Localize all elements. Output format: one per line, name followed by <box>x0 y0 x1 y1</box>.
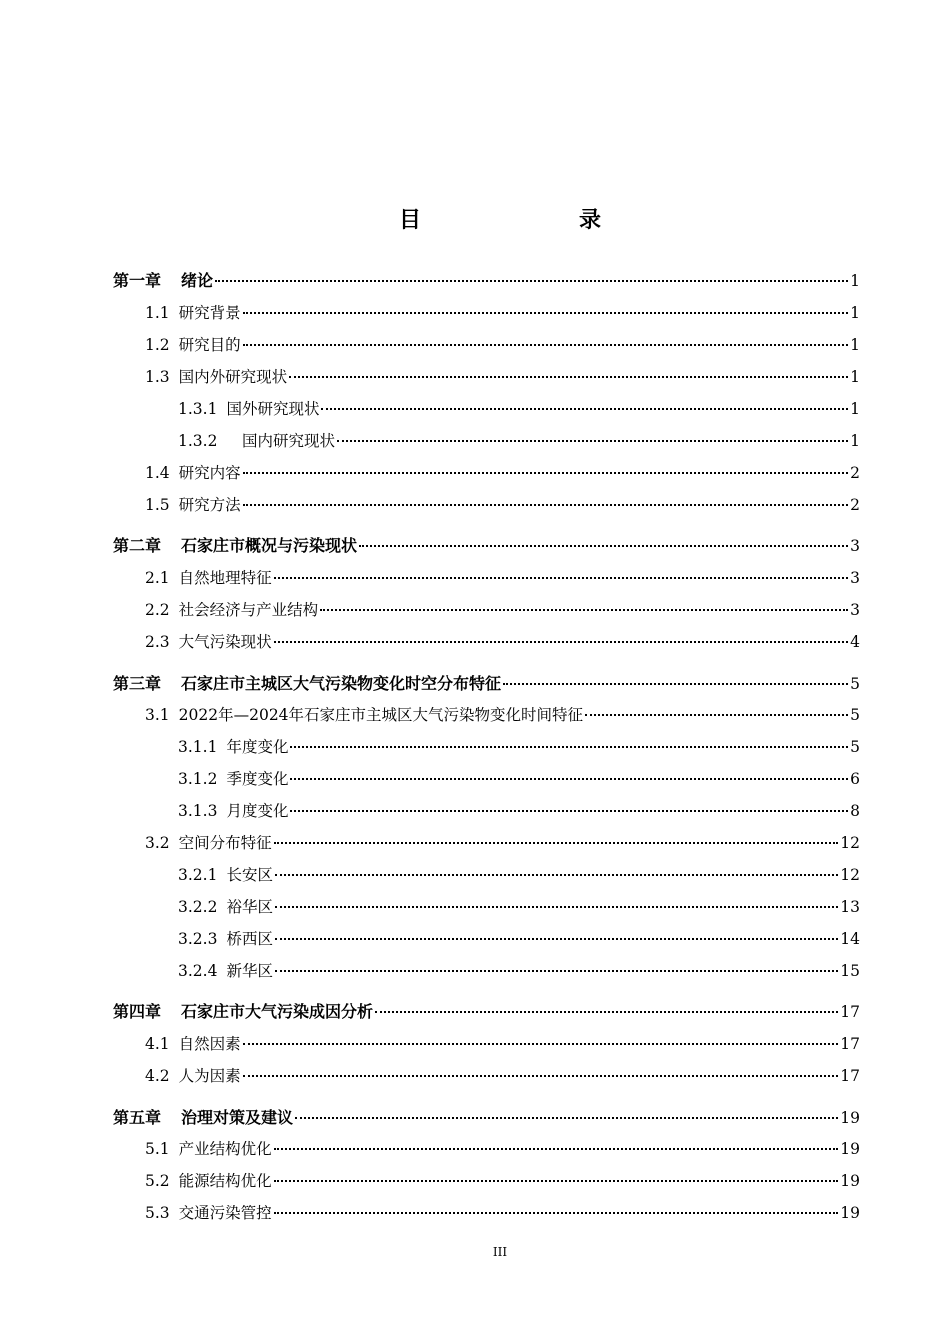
toc-entry-4-2[interactable] <box>145 1064 860 1088</box>
toc-entry-page: 3 <box>850 569 860 587</box>
toc-entry-page: 15 <box>840 962 860 980</box>
dot-leader <box>503 683 848 685</box>
toc-entry-number: 1.3.2 <box>178 432 218 450</box>
toc-entry-chapter-5[interactable] <box>113 1106 860 1130</box>
toc-entry-page: 14 <box>840 930 860 948</box>
toc-entry-text: 国内外研究现状 <box>178 368 288 386</box>
toc-entry-3-2-1[interactable] <box>178 863 860 887</box>
toc-entry-page: 1 <box>850 272 860 290</box>
toc-entry-page: 17 <box>840 1035 860 1053</box>
dot-leader <box>274 1180 839 1182</box>
toc-entry-number: 4.2 <box>145 1067 170 1085</box>
toc-entry-text: 产业结构优化 <box>178 1140 272 1158</box>
toc-entry-text: 研究内容 <box>178 464 241 482</box>
toc-entry-chapter-1[interactable] <box>113 269 860 293</box>
toc-entry-text: 长安区 <box>226 866 273 884</box>
toc-entry-number: 1.3 <box>145 368 170 386</box>
toc-entry-page: 1 <box>850 368 860 386</box>
toc-entry-text: 自然地理特征 <box>178 569 272 587</box>
toc-entry-page: 13 <box>840 898 860 916</box>
toc-entry-page: 6 <box>850 770 860 788</box>
toc-entry-number: 5.2 <box>145 1172 170 1190</box>
dot-leader <box>274 1148 839 1150</box>
dot-leader <box>275 906 838 908</box>
toc-entry-text: 国外研究现状 <box>226 400 320 418</box>
toc-entry-text: 裕华区 <box>226 898 273 916</box>
toc-entry-page: 8 <box>850 802 860 820</box>
toc-entry-5-3[interactable] <box>145 1201 860 1225</box>
toc-entry-number: 3.1 <box>145 706 170 724</box>
toc-entry-number: 第三章 <box>113 674 162 693</box>
toc-entry-text: 国内研究现状 <box>226 432 335 450</box>
toc-entry-number: 2.3 <box>145 633 170 651</box>
toc-entry-3-1-3[interactable] <box>178 799 860 823</box>
dot-leader <box>243 1075 839 1077</box>
toc-entry-number: 3.1.3 <box>178 802 218 820</box>
toc-entry-page: 1 <box>850 432 860 450</box>
toc-entry-number: 3.2.2 <box>178 898 218 916</box>
toc-entry-text: 大气污染现状 <box>178 633 272 651</box>
toc-entry-number: 第二章 <box>113 536 162 555</box>
toc-entry-text: 空间分布特征 <box>178 834 272 852</box>
toc-entry-number: 第五章 <box>113 1108 162 1127</box>
dot-leader <box>243 344 848 346</box>
toc-entry-page: 19 <box>840 1172 860 1190</box>
toc-entry-text: 研究目的 <box>178 336 241 354</box>
toc-entry-number: 2.1 <box>145 569 170 587</box>
toc-entry-text: 新华区 <box>226 962 273 980</box>
dot-leader <box>274 1212 839 1214</box>
toc-entry-number: 1.5 <box>145 496 170 514</box>
dot-leader <box>290 810 848 812</box>
toc-entry-page: 5 <box>850 675 860 693</box>
toc-entry-3-1[interactable] <box>145 703 860 727</box>
toc-entry-page: 2 <box>850 464 860 482</box>
toc-entry-2-1[interactable] <box>145 566 860 590</box>
dot-leader <box>585 714 848 716</box>
dot-leader <box>243 312 848 314</box>
toc-entry-page: 12 <box>840 834 860 852</box>
toc-entry-number: 3.2.3 <box>178 930 218 948</box>
dot-leader <box>290 778 848 780</box>
toc-entry-text: 人为因素 <box>178 1067 241 1085</box>
toc-entry-5-1[interactable] <box>145 1137 860 1161</box>
dot-leader <box>274 842 839 844</box>
toc-entry-text: 石家庄市主城区大气污染物变化时空分布特征 <box>181 674 502 693</box>
toc-entry-5-2[interactable] <box>145 1169 860 1193</box>
toc-entry-number: 4.1 <box>145 1035 170 1053</box>
toc-entry-number: 第一章 <box>113 271 162 290</box>
toc-entry-page: 1 <box>850 304 860 322</box>
dot-leader <box>289 376 848 378</box>
toc-entry-text: 绪论 <box>181 271 214 290</box>
toc-entry-2-2[interactable] <box>145 598 860 622</box>
toc-entry-4-1[interactable] <box>145 1032 860 1056</box>
toc-entry-page: 19 <box>840 1140 860 1158</box>
toc-entry-number: 第四章 <box>113 1002 162 1021</box>
dot-leader <box>275 874 838 876</box>
toc-entry-1-1[interactable] <box>145 301 860 325</box>
toc-entry-text: 石家庄市概况与污染现状 <box>181 536 358 555</box>
toc-entry-text: 社会经济与产业结构 <box>178 601 319 619</box>
toc-entry-page: 12 <box>840 866 860 884</box>
toc-entry-number: 3.2.4 <box>178 962 218 980</box>
toc-entry-page: 19 <box>840 1204 860 1222</box>
toc-entry-page: 4 <box>850 633 860 651</box>
dot-leader <box>274 577 848 579</box>
toc-entry-chapter-4[interactable] <box>113 1000 860 1024</box>
dot-leader <box>243 1043 839 1045</box>
toc-entry-text: 治理对策及建议 <box>181 1108 294 1127</box>
toc-entry-number: 5.1 <box>145 1140 170 1158</box>
toc-entry-text: 季度变化 <box>226 770 289 788</box>
toc-entry-page: 1 <box>850 400 860 418</box>
toc-entry-3-1-1[interactable] <box>178 735 860 759</box>
toc-entry-page: 17 <box>840 1003 860 1021</box>
footer-page-number: III <box>492 1245 508 1259</box>
toc-entry-page: 19 <box>840 1109 860 1127</box>
toc-entry-text: 研究方法 <box>178 496 241 514</box>
toc-entry-3-2-2[interactable] <box>178 895 860 919</box>
toc-entry-3-1-2[interactable] <box>178 767 860 791</box>
toc-entry-text: 交通污染管控 <box>178 1204 272 1222</box>
dot-leader <box>337 440 848 442</box>
toc-entry-chapter-2[interactable] <box>113 534 860 558</box>
toc-entry-1-3-2[interactable] <box>178 429 860 453</box>
toc-entry-number: 1.1 <box>145 304 170 322</box>
toc-entry-text: 桥西区 <box>226 930 273 948</box>
toc-entry-chapter-3[interactable] <box>113 672 860 696</box>
dot-leader <box>243 504 848 506</box>
toc-entry-3-2-3[interactable] <box>178 927 860 951</box>
dot-leader <box>290 746 848 748</box>
toc-entry-page: 5 <box>850 738 860 756</box>
dot-leader <box>275 970 838 972</box>
toc-entry-page: 17 <box>840 1067 860 1085</box>
toc-entry-number: 1.4 <box>145 464 170 482</box>
toc-entry-1-5[interactable] <box>145 493 860 517</box>
dot-leader <box>275 938 838 940</box>
dot-leader <box>321 408 848 410</box>
page-title: 目 录 <box>398 208 639 233</box>
toc-entry-text: 自然因素 <box>178 1035 241 1053</box>
toc-entry-number: 1.2 <box>145 336 170 354</box>
toc-entry-number: 3.1.1 <box>178 738 218 756</box>
toc-entry-text: 研究背景 <box>178 304 241 322</box>
dot-leader <box>215 280 848 282</box>
toc-entry-1-4[interactable] <box>145 461 860 485</box>
toc-entry-text: 2022年—2024年石家庄市主城区大气污染物变化时间特征 <box>178 706 584 724</box>
toc-entry-text: 能源结构优化 <box>178 1172 272 1190</box>
toc-entry-text: 月度变化 <box>226 802 289 820</box>
toc-entry-page: 2 <box>850 496 860 514</box>
toc-entry-page: 3 <box>850 601 860 619</box>
toc-entry-number: 3.1.2 <box>178 770 218 788</box>
dot-leader <box>274 641 848 643</box>
dot-leader <box>359 545 848 547</box>
toc-entry-text: 石家庄市大气污染成因分析 <box>181 1002 374 1021</box>
toc-entry-number: 3.2 <box>145 834 170 852</box>
toc-entry-number: 3.2.1 <box>178 866 218 884</box>
toc-entry-number: 5.3 <box>145 1204 170 1222</box>
dot-leader <box>243 472 848 474</box>
toc-entry-page: 3 <box>850 537 860 555</box>
toc-entry-1-3-1[interactable] <box>178 397 860 421</box>
toc-entry-2-3[interactable] <box>145 630 860 654</box>
dot-leader <box>320 609 848 611</box>
toc-entry-3-2[interactable] <box>145 831 860 855</box>
toc-entry-1-3[interactable] <box>145 365 860 389</box>
toc-entry-number: 2.2 <box>145 601 170 619</box>
toc-entry-page: 1 <box>850 336 860 354</box>
dot-leader <box>375 1011 838 1013</box>
toc-entry-number: 1.3.1 <box>178 400 218 418</box>
toc-entry-text: 年度变化 <box>226 738 289 756</box>
toc-entry-1-2[interactable] <box>145 333 860 357</box>
toc-entry-3-2-4[interactable] <box>178 959 860 983</box>
dot-leader <box>295 1117 838 1119</box>
toc-entry-page: 5 <box>850 706 860 724</box>
